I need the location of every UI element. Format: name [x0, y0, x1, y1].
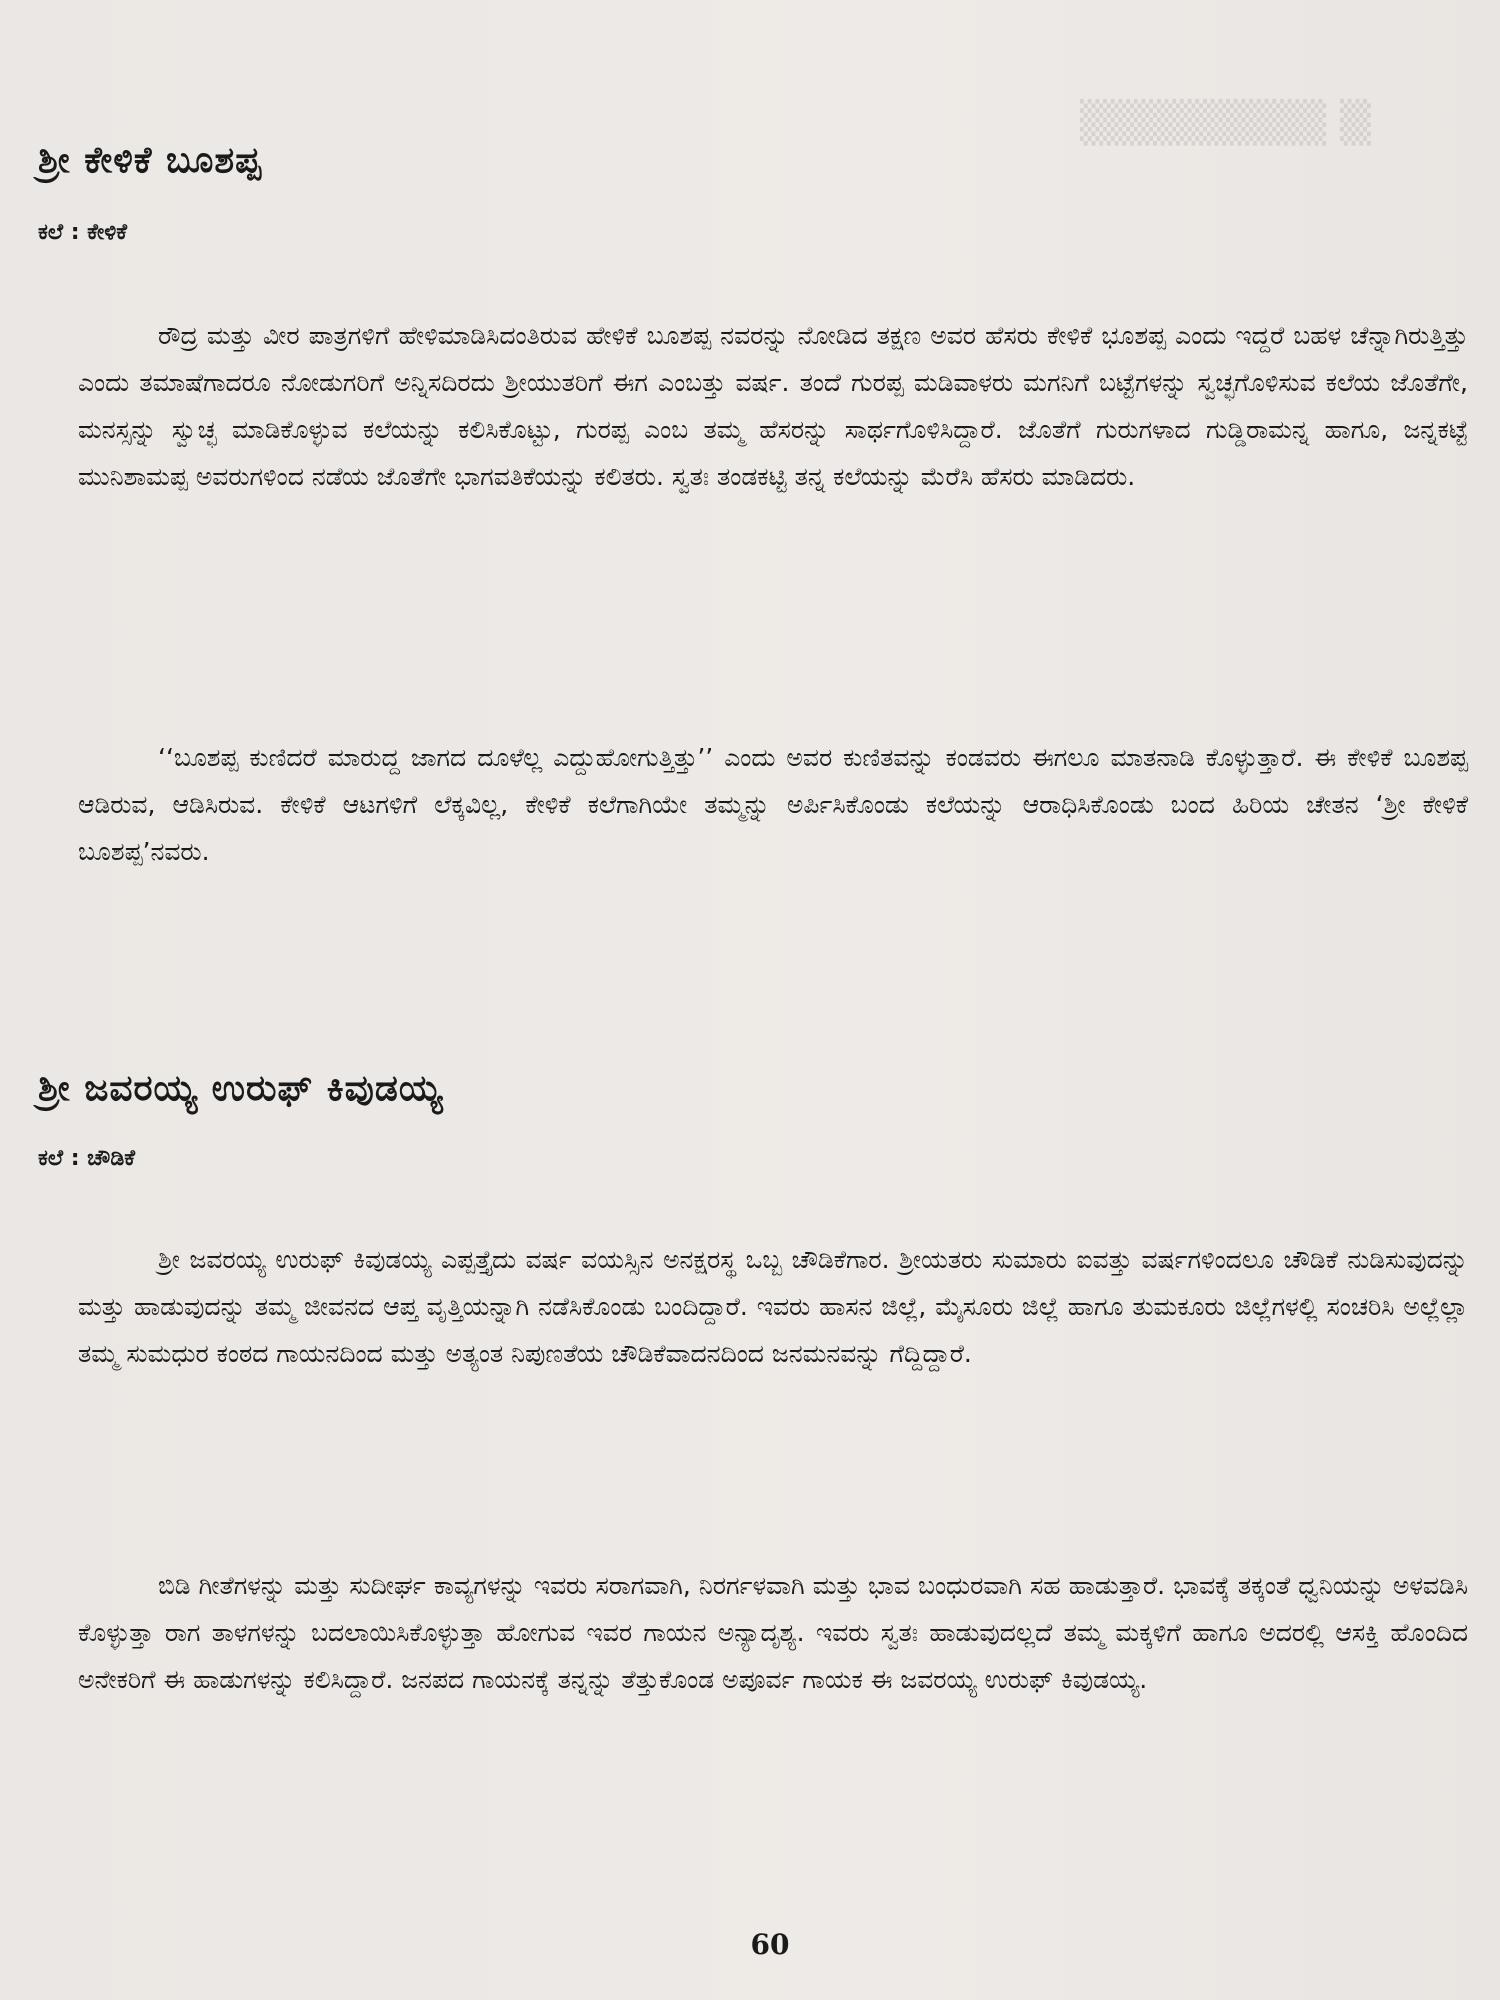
body-paragraph: ರೌದ್ರ ಮತ್ತು ವೀರ ಪಾತ್ರಗಳಿಗೆ ಹೇಳಿಮಾಡಿಸಿದಂತಿರುವ ಹೇಳಿಕೆ ಬೂಶಪ್ಪ ನವರನ್ನು ನೋಡಿದ ತಕ್ಷಣ ಅವರ ಹೆಸರು ಕೇಳಿಕೆ ಭೂಶಪ್ಪ ಎಂದು ಇದ್ದರೆ ಬಹಳ ಚೆನ್ನಾಗಿರುತ್ತಿತ್ತು ಎಂದು ತಮಾಷೆಗಾದರೂ ನೋಡುಗರಿಗೆ ಅನ್ನಿಸದಿರದು ಶ್ರೀಯುತರಿಗೆ ಈಗ ಎಂಬತ್ತು ವರ್ಷ. ತಂದೆ ಗುರಪ್ಪ ಮಡಿವಾಳರು ಮಗನಿಗೆ ಬಟ್ಟೆಗಳನ್ನು ಸ್ವಚ್ಛಗೊಳಿಸುವ ಕಲೆಯ ಜೊತೆಗೇ, ಮನಸ್ಸನ್ನು ಸ್ವುಚ್ಛ ಮಾಡಿಕೊಳ್ಳುವ ಕಲೆಯನ್ನು ಕಲಿಸಿಕೊಟ್ಟು, ಗುರಪ್ಪ ಎಂಬ ತಮ್ಮ ಹೆಸರನ್ನು ಸಾರ್ಥಗೊಳಿಸಿದ್ದಾರೆ. ಜೊತೆಗೆ ಗುರುಗಳಾದ ಗುಡ್ಡಿರಾಮನ್ನ ಹಾಗೂ, ಜನ್ನಕಟ್ಟೆ ಮುನಿಶಾಮಪ್ಪ ಅವರುಗಳಿಂದ ನಡೆಯ ಜೊತೆಗೇ ಭಾಗವತಿಕೆಯನ್ನು ಕಲಿತರು. ಸ್ವತಃ ತಂಡಕಟ್ಟಿ ತನ್ನ ಕಲೆಯನ್ನು ಮೆರೆಸಿ ಹೆಸರು ಮಾಡಿದರು. — [78, 321, 1468, 491]
show-through-text: ▒▒▒▒▒▒▒▒ ▒ — [1080, 100, 1371, 146]
art-form-label: ಕಲೆ : ಚೌಡಿಕೆ — [38, 1146, 136, 1171]
art-form-label: ಕಲೆ : ಕೇಳಿಕೆ — [38, 220, 128, 245]
body-paragraph: ಶ್ರೀ ಜವರಯ್ಯ ಉರುಫ್ ಕಿವುಡಯ್ಯ ಎಪ್ಪತ್ತೈದು ವರ್ಷ ವಯಸ್ಸಿನ ಅನಕ್ಷರಸ್ಥ ಒಬ್ಬ ಚೌಡಿಕೆಗಾರ. ಶ್ರೀಯತರು ಸುಮಾರು ಐವತ್ತು ವರ್ಷಗಳಿಂದಲೂ ಚೌಡಿಕೆ ನುಡಿಸುವುದನ್ನು ಮತ್ತು ಹಾಡುವುದನ್ನು ತಮ್ಮ ಜೀವನದ ಆಪ್ತ ವೃತ್ತಿಯನ್ನಾಗಿ ನಡೆಸಿಕೊಂಡು ಬಂದಿದ್ದಾರೆ. ಇವರು ಹಾಸನ ಜಿಲ್ಲೆ, ಮೈಸೂರು ಜಿಲ್ಲೆ ಹಾಗೂ ತುಮಕೂರು ಜಿಲ್ಲೆಗಳಲ್ಲಿ ಸಂಚರಿಸಿ ಅಲ್ಲೆಲ್ಲಾ ತಮ್ಮ ಸುಮಧುರ ಕಂಠದ ಗಾಯನದಿಂದ ಮತ್ತು ಅತ್ಯಂತ ನಿಪುಣತೆಯ ಚೌಡಿಕೆವಾದನದಿಂದ ಜನಮನವನ್ನು ಗೆದ್ದಿದ್ದಾರೆ. — [78, 1245, 1468, 1368]
page-number: 60 — [750, 1928, 790, 1961]
section-title-keelike-booshappa: ಶ್ರೀ ಕೇಳಿಕೆ ಬೂಶಪ್ಪ — [38, 140, 262, 181]
section-title-javarayya: ಶ್ರೀ ಜವರಯ್ಯ ಉರುಫ್ ಕಿವುಡಯ್ಯ — [38, 1068, 444, 1109]
body-paragraph: ‘‘ಬೂಶಪ್ಪ ಕುಣಿದರೆ ಮಾರುದ್ದ ಜಾಗದ ದೂಳೆಲ್ಲ ಎದ್ದುಹೋಗುತ್ತಿತ್ತು’’ ಎಂದು ಅವರ ಕುಣಿತವನ್ನು ಕಂಡವರು ಈಗಲೂ ಮಾತನಾಡಿ ಕೊಳ್ಳುತ್ತಾರೆ. ಈ ಕೇಳಿಕೆ ಬೂಶಪ್ಪ ಆಡಿರುವ, ಆಡಿಸಿರುವ. ಕೇಳಿಕೆ ಆಟಗಳಿಗೆ ಲೆಕ್ಕವಿಲ್ಲ, ಕೇಳಿಕೆ ಕಲೆಗಾಗಿಯೇ ತಮ್ಮನ್ನು ಅರ್ಪಿಸಿಕೊಂಡು ಕಲೆಯನ್ನು ಆರಾಧಿಸಿಕೊಂಡು ಬಂದ ಹಿರಿಯ ಚೇತನ ‘ಶ್ರೀ ಕೇಳಿಕೆ ಬೂಶಪ್ಪ’ನವರು. — [78, 743, 1468, 866]
body-paragraph: ಬಿಡಿ ಗೀತೆಗಳನ್ನು ಮತ್ತು ಸುದೀರ್ಘ ಕಾವ್ಯಗಳನ್ನು ಇವರು ಸರಾಗವಾಗಿ, ನಿರರ್ಗಳವಾಗಿ ಮತ್ತು ಭಾವ ಬಂಧುರವಾಗಿ ಸಹ ಹಾಡುತ್ತಾರೆ. ಭಾವಕ್ಕೆ ತಕ್ಕಂತೆ ಧ್ವನಿಯನ್ನು ಅಳವಡಿಸಿ ಕೊಳ್ಳುತ್ತಾ ರಾಗ ತಾಳಗಳನ್ನು ಬದಲಾಯಿಸಿಕೊಳ್ಳುತ್ತಾ ಹೋಗುವ ಇವರ ಗಾಯನ ಅನ್ಯಾದೃಶ್ಯ. ಇವರು ಸ್ವತಃ ಹಾಡುವುದಲ್ಲದೆ ತಮ್ಮ ಮಕ್ಕಳಿಗೆ ಹಾಗೂ ಅದರಲ್ಲಿ ಆಸಕ್ತಿ ಹೊಂದಿದ ಅನೇಕರಿಗೆ ಈ ಹಾಡುಗಳನ್ನು ಕಲಿಸಿದ್ದಾರೆ. ಜನಪದ ಗಾಯನಕ್ಕೆ ತನ್ನನ್ನು ತೆತ್ತುಕೊಂಡ ಅಪೂರ್ವ ಗಾಯಕ ಈ ಜವರಯ್ಯ ಉರುಫ್ ಕಿವುಡಯ್ಯ. — [78, 1571, 1468, 1694]
